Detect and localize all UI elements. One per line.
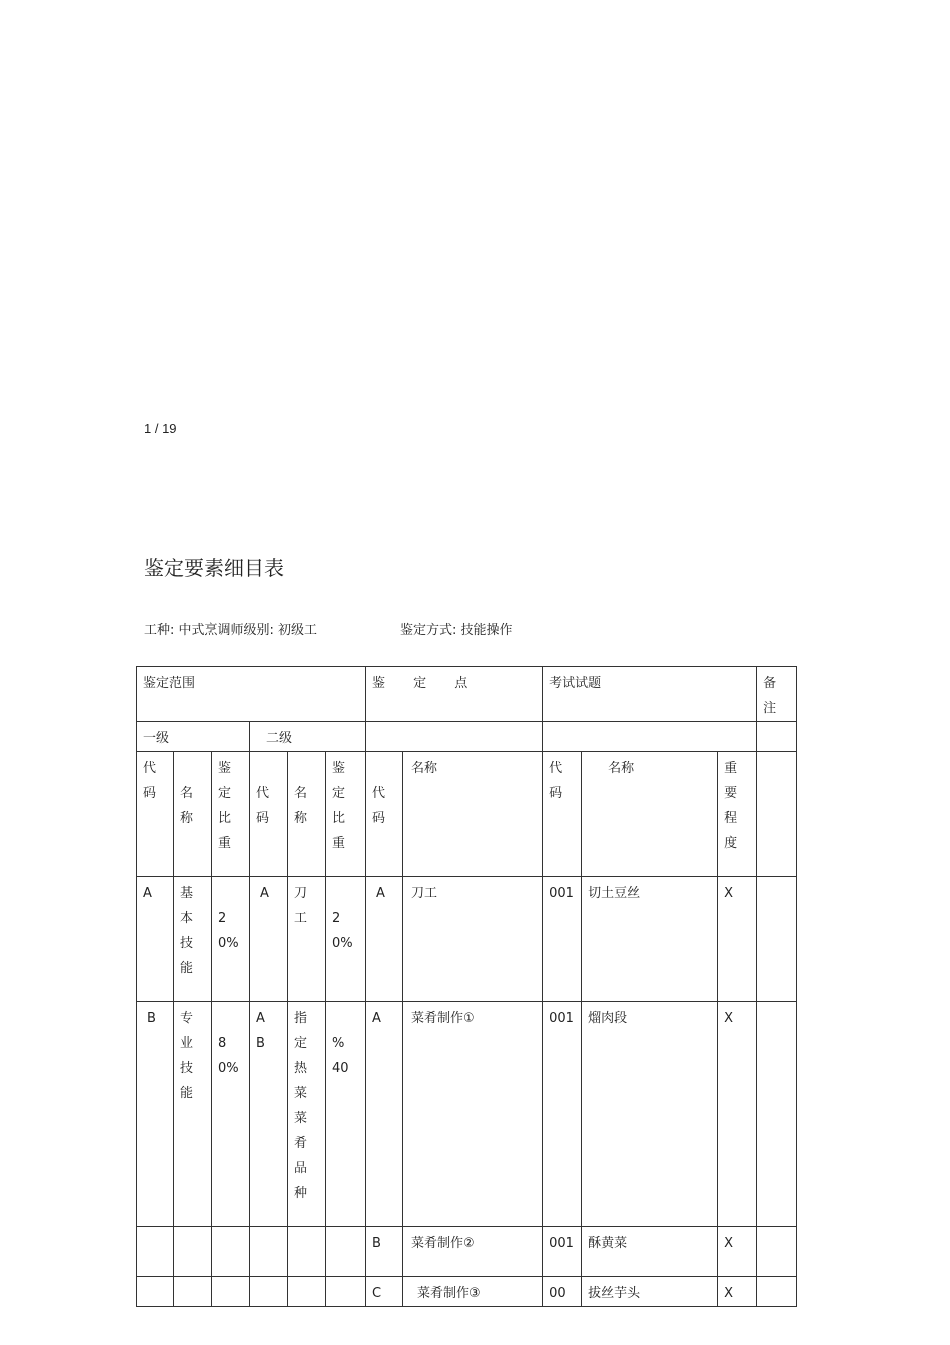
method-text: 鉴定方式: 技能操作 xyxy=(400,623,513,638)
l2-name: 刀工 xyxy=(288,877,326,1002)
point-code: A xyxy=(366,1002,403,1227)
table-row xyxy=(137,1227,797,1277)
exam-name: 酥黄菜 xyxy=(582,1227,718,1277)
remarks-cell xyxy=(757,1002,797,1227)
remarks-cell xyxy=(757,1227,797,1277)
importance: X xyxy=(718,877,757,1002)
remarks-cell xyxy=(757,752,797,877)
exam-name: 熘肉段 xyxy=(582,1002,718,1227)
l1-code: B xyxy=(137,1002,174,1227)
exam-code-header: 代码 xyxy=(543,752,582,877)
exam-code: 001 xyxy=(543,877,582,1002)
table-header-row xyxy=(137,667,797,722)
document-title: 鉴定要素细目表 xyxy=(144,556,284,580)
empty-cell xyxy=(212,1227,250,1277)
importance: X xyxy=(718,1227,757,1277)
table-row xyxy=(137,877,797,1002)
header-exam: 考试试题 xyxy=(543,667,757,722)
point-name-header: 名称 xyxy=(403,752,543,877)
header-point-blank xyxy=(366,722,543,752)
importance-header: 重要程度 xyxy=(718,752,757,877)
exam-name-header: 名称 xyxy=(582,752,718,877)
table-row xyxy=(137,1002,797,1227)
page-number: 1 / 19 xyxy=(144,421,177,436)
l1-ratio: 80% xyxy=(212,1002,250,1227)
exam-code: 001 xyxy=(543,1002,582,1227)
table-subheader-row xyxy=(137,722,797,752)
l1-name: 基本技能 xyxy=(174,877,212,1002)
l2-code: AB xyxy=(250,1002,288,1227)
empty-cell xyxy=(212,1277,250,1307)
elements-table xyxy=(136,666,797,1307)
header-level2: 二级 xyxy=(250,722,366,752)
empty-cell xyxy=(326,1227,366,1277)
empty-cell xyxy=(174,1227,212,1277)
point-code-header: 代码 xyxy=(366,752,403,877)
remarks-cell xyxy=(757,877,797,1002)
point-code: B xyxy=(366,1227,403,1277)
job-level-text: 工种: 中式烹调师级别: 初级工 xyxy=(144,623,318,638)
point-code: A xyxy=(366,877,403,1002)
l1-name: 专业技能 xyxy=(174,1002,212,1227)
importance: X xyxy=(718,1002,757,1227)
exam-name: 拔丝芋头 xyxy=(582,1277,718,1307)
empty-cell xyxy=(174,1277,212,1307)
l2-code: A xyxy=(250,877,288,1002)
empty-cell xyxy=(250,1277,288,1307)
l2-code-header: 代码 xyxy=(250,752,288,877)
point-code: C xyxy=(366,1277,403,1307)
l1-ratio: 20% xyxy=(212,877,250,1002)
point-name: 刀工 xyxy=(403,877,543,1002)
l1-ratio-header: 鉴定比重 xyxy=(212,752,250,877)
header-exam-blank xyxy=(543,722,757,752)
header-level1: 一级 xyxy=(137,722,250,752)
point-name: 菜肴制作② xyxy=(403,1227,543,1277)
l1-code-header: 代码 xyxy=(137,752,174,877)
l2-ratio-header: 鉴定比重 xyxy=(326,752,366,877)
l1-name-header: 名称 xyxy=(174,752,212,877)
empty-cell xyxy=(326,1277,366,1307)
exam-code: 00 xyxy=(543,1277,582,1307)
header-scope: 鉴定范围 xyxy=(137,667,366,722)
empty-cell xyxy=(288,1227,326,1277)
l2-ratio: 20% xyxy=(326,877,366,1002)
empty-cell xyxy=(288,1277,326,1307)
empty-cell xyxy=(137,1277,174,1307)
remarks-cell xyxy=(757,1277,797,1307)
point-name: 菜肴制作③ xyxy=(403,1277,543,1307)
exam-code: 001 xyxy=(543,1227,582,1277)
header-remarks-blank xyxy=(757,722,797,752)
l2-ratio: %40 xyxy=(326,1002,366,1227)
header-point: 鉴 定 点 xyxy=(366,667,543,722)
exam-name: 切土豆丝 xyxy=(582,877,718,1002)
empty-cell xyxy=(250,1227,288,1277)
table-row xyxy=(137,1277,797,1307)
importance: X xyxy=(718,1277,757,1307)
empty-cell xyxy=(137,1227,174,1277)
l2-name: 指定热菜菜肴品种 xyxy=(288,1002,326,1227)
document-meta xyxy=(144,619,513,638)
point-name: 菜肴制作① xyxy=(403,1002,543,1227)
l1-code: A xyxy=(137,877,174,1002)
l2-name-header: 名称 xyxy=(288,752,326,877)
header-remarks: 备注 xyxy=(757,667,797,722)
table-column-header-row xyxy=(137,752,797,877)
